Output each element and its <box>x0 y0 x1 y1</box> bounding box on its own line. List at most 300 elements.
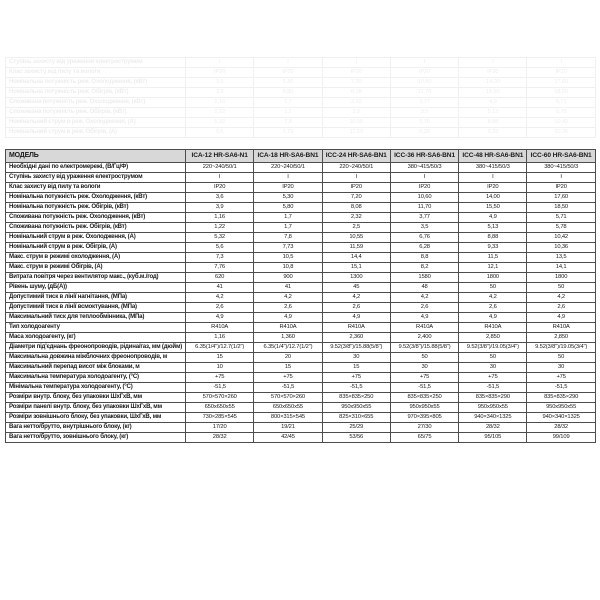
spec-value: 2,6 <box>390 303 458 313</box>
spec-value: 6,76 <box>390 118 458 128</box>
spec-value: I <box>459 173 527 183</box>
table-row <box>6 253 596 263</box>
spec-value: 30 <box>459 363 527 373</box>
spec-label: Номінальний струм в реж. Обігрів, (А) <box>6 128 186 138</box>
table-row <box>6 173 596 183</box>
spec-value: IP20 <box>186 183 254 193</box>
spec-value: 950x950x55 <box>322 403 390 413</box>
spec-value: 2,32 <box>322 213 390 223</box>
spec-value: I <box>390 173 458 183</box>
header-row <box>6 150 596 163</box>
table-row <box>6 233 596 243</box>
spec-value: 835×835×290 <box>527 393 595 403</box>
spec-value: 9.52(3/8")/15.88(5/8") <box>322 343 390 353</box>
spec-value: 13,5 <box>527 253 595 263</box>
table-row <box>6 363 596 373</box>
spec-value: 3,9 <box>186 203 254 213</box>
spec-value: 19/21 <box>254 423 322 433</box>
spec-value: 50 <box>527 283 595 293</box>
spec-value: 7,76 <box>186 263 254 273</box>
spec-value: 30 <box>390 363 458 373</box>
spec-value: I <box>186 173 254 183</box>
table-row <box>6 68 596 78</box>
header-model: ICC-36 HR-SA6-BN1 <box>390 150 458 163</box>
spec-value: 3,5 <box>390 108 458 118</box>
spec-value: 50 <box>459 353 527 363</box>
spec-value: 1800 <box>459 273 527 283</box>
spec-value: 2,6 <box>459 303 527 313</box>
ghost-table-body <box>6 58 596 138</box>
spec-value: 10,55 <box>322 118 390 128</box>
spec-value: 9,33 <box>459 243 527 253</box>
table-row <box>6 273 596 283</box>
table-row <box>6 118 596 128</box>
spec-value: 1,16 <box>186 213 254 223</box>
spec-value: 7,8 <box>254 233 322 243</box>
spec-value: 10,8 <box>254 263 322 273</box>
spec-value: I <box>527 173 595 183</box>
spec-label: Мінімальна температура холодоагенту, (°С) <box>6 383 186 393</box>
spec-value: 220~240/50/1 <box>322 163 390 173</box>
spec-value: 20 <box>254 353 322 363</box>
spec-value: 9,33 <box>459 128 527 138</box>
spec-value: IP20 <box>186 68 254 78</box>
spec-value: 7,3 <box>186 253 254 263</box>
spec-value: 17,60 <box>527 78 595 88</box>
spec-value: 6,28 <box>390 128 458 138</box>
spec-value: I <box>322 58 390 68</box>
spec-table-body <box>6 163 596 443</box>
spec-value: 50 <box>459 283 527 293</box>
spec-value: 15 <box>186 353 254 363</box>
table-row <box>6 373 596 383</box>
spec-value: 1800 <box>527 273 595 283</box>
spec-value: 4,9 <box>322 313 390 323</box>
spec-value: 4,2 <box>459 293 527 303</box>
spec-table <box>5 149 596 443</box>
spec-value: I <box>254 173 322 183</box>
spec-value: 12,1 <box>459 263 527 273</box>
spec-value: +75 <box>186 373 254 383</box>
spec-value: 11,59 <box>322 243 390 253</box>
spec-value: I <box>527 58 595 68</box>
spec-value: +75 <box>527 373 595 383</box>
spec-label: Макс. струм в режимі охолодження, (А) <box>6 253 186 263</box>
table-row <box>6 223 596 233</box>
spec-value: 4,9 <box>459 98 527 108</box>
spec-value: IP20 <box>527 183 595 193</box>
spec-value: 570×570×260 <box>254 393 322 403</box>
table-row <box>6 193 596 203</box>
table-row <box>6 263 596 273</box>
header-model: ICA-18 HR-SA6-BN1 <box>254 150 322 163</box>
spec-value: 10,60 <box>390 78 458 88</box>
spec-value: 45 <box>322 283 390 293</box>
table-row <box>6 403 596 413</box>
spec-value: 5,32 <box>186 233 254 243</box>
spec-value: +75 <box>459 373 527 383</box>
spec-value: 4,9 <box>527 313 595 323</box>
spec-value: 1,7 <box>254 213 322 223</box>
spec-label: Максимальна температура холодоагенту, (°С) <box>6 373 186 383</box>
spec-label: Номінальний струм в реж. Охолодження, (А) <box>6 118 186 128</box>
spec-label: Тип холодоагенту <box>6 323 186 333</box>
spec-value: 4,9 <box>186 313 254 323</box>
spec-value: 10 <box>186 363 254 373</box>
table-row <box>6 108 596 118</box>
spec-value: IP20 <box>390 183 458 193</box>
spec-label: Споживана потужність реж. Охолодження, (кВт) <box>6 98 186 108</box>
spec-value: R410A <box>390 323 458 333</box>
spec-value: 48 <box>390 283 458 293</box>
spec-label: Максимальний перепад висот між блоками, м <box>6 363 186 373</box>
spec-value: 17,60 <box>527 193 595 203</box>
table-row <box>6 353 596 363</box>
spec-label: Діаметри під'єднань фреонопроводів, рідина/газ, мм (дюйм) <box>6 343 186 353</box>
spec-value: 8,08 <box>322 88 390 98</box>
table-row <box>6 303 596 313</box>
spec-value: 3,6 <box>186 78 254 88</box>
table-row <box>6 383 596 393</box>
spec-label: Маса холодоагенту, (кг) <box>6 333 186 343</box>
spec-value: 50 <box>527 353 595 363</box>
table-row <box>6 128 596 138</box>
table-row <box>6 78 596 88</box>
spec-value: -51,5 <box>322 383 390 393</box>
spec-value: 5,30 <box>254 193 322 203</box>
spec-value: 4,2 <box>322 293 390 303</box>
spec-value: I <box>254 58 322 68</box>
spec-value: 99/109 <box>527 433 595 443</box>
spec-value: 5,32 <box>186 118 254 128</box>
table-row <box>6 283 596 293</box>
spec-value: +75 <box>322 373 390 383</box>
spec-value: 6,76 <box>390 233 458 243</box>
ghost-spec-table <box>5 57 596 138</box>
table-row <box>6 323 596 333</box>
spec-value: 3,9 <box>186 88 254 98</box>
header-model: ICC-60 HR-SA6-BN1 <box>527 150 595 163</box>
spec-value: 15,1 <box>322 263 390 273</box>
spec-value: +75 <box>390 373 458 383</box>
table-row <box>6 313 596 323</box>
spec-value: 2,5 <box>322 108 390 118</box>
spec-value: I <box>322 173 390 183</box>
spec-value: 11,70 <box>390 88 458 98</box>
table-row <box>6 393 596 403</box>
spec-value: 14,00 <box>459 78 527 88</box>
spec-value: 2,360 <box>322 333 390 343</box>
spec-value: 1,22 <box>186 108 254 118</box>
spec-value: 3,77 <box>390 213 458 223</box>
spec-value: 15 <box>254 363 322 373</box>
spec-label: Рівень шуму, (дБ(А)) <box>6 283 186 293</box>
spec-value: 1,7 <box>254 223 322 233</box>
spec-value: 5,80 <box>254 203 322 213</box>
spec-value: 5,80 <box>254 88 322 98</box>
spec-value: 5,71 <box>527 98 595 108</box>
spec-label: Ступінь захисту від ураження електрострумом <box>6 58 186 68</box>
spec-value: I <box>459 58 527 68</box>
table-row <box>6 343 596 353</box>
spec-value: IP20 <box>254 68 322 78</box>
spec-value: 7,20 <box>322 78 390 88</box>
spec-value: 3,6 <box>186 193 254 203</box>
table-row <box>6 213 596 223</box>
spec-value: 2,5 <box>322 223 390 233</box>
spec-value: 2,850 <box>459 333 527 343</box>
spec-value: 65/75 <box>390 433 458 443</box>
spec-value: 940×340×1325 <box>527 413 595 423</box>
spec-value: 17/20 <box>186 423 254 433</box>
spec-value: IP20 <box>322 68 390 78</box>
spec-label: Споживана потужність реж. Охолодження, (кВт) <box>6 213 186 223</box>
spec-value: R410A <box>254 323 322 333</box>
spec-value: 4,9 <box>390 313 458 323</box>
spec-label: Номінальна потужність реж. Обігрів, (кВт) <box>6 88 186 98</box>
spec-value: 380~415/50/3 <box>527 163 595 173</box>
spec-value: 570×570×260 <box>186 393 254 403</box>
table-row <box>6 203 596 213</box>
table-row <box>6 58 596 68</box>
spec-value: 8,2 <box>390 263 458 273</box>
spec-value: 5,78 <box>527 108 595 118</box>
spec-value: 900 <box>254 273 322 283</box>
spec-value: 8,88 <box>459 118 527 128</box>
spec-value: -51,5 <box>527 383 595 393</box>
spec-value: 5,6 <box>186 128 254 138</box>
spec-label: Номінальна потужність реж. Охолодження, (кВт) <box>6 78 186 88</box>
spec-value: 4,9 <box>459 213 527 223</box>
spec-value: 27/30 <box>390 423 458 433</box>
spec-value: R410A <box>186 323 254 333</box>
spec-value: 2,6 <box>186 303 254 313</box>
spec-label: Витрата повітря через вентилятор макс., (куб.м./год) <box>6 273 186 283</box>
spec-value: IP20 <box>254 183 322 193</box>
table-row <box>6 413 596 423</box>
spec-label: Максимальна довжина міжблочних фреонопроводів, м <box>6 353 186 363</box>
spec-value: 18,50 <box>527 88 595 98</box>
spec-value: 825×310×655 <box>322 413 390 423</box>
spec-value: R410A <box>459 323 527 333</box>
spec-value: 10,36 <box>527 128 595 138</box>
header-model: ICC-48 HR-SA6-BN1 <box>459 150 527 163</box>
spec-value: 835×835×250 <box>390 393 458 403</box>
spec-label: Номінальний струм в реж. Охолодження, (А) <box>6 233 186 243</box>
spec-value: 8,08 <box>322 203 390 213</box>
spec-value: 14,4 <box>322 253 390 263</box>
spec-value: 11,59 <box>322 128 390 138</box>
spec-label: Номінальний струм в реж. Обігрів, (А) <box>6 243 186 253</box>
spec-value: 5,6 <box>186 243 254 253</box>
spec-value: 800×315×545 <box>254 413 322 423</box>
table-row <box>6 243 596 253</box>
spec-label: Клас захисту від пилу та вологи <box>6 68 186 78</box>
header-model: ICC-24 HR-SA6-BN1 <box>322 150 390 163</box>
spec-value: 950x950x55 <box>527 403 595 413</box>
table-row <box>6 433 596 443</box>
spec-value: 1300 <box>322 273 390 283</box>
spec-label: Максимальний тиск для теплообмінника, (МПа) <box>6 313 186 323</box>
spec-label: Розміри внутр. блоку, без упаковки ШхГхВ, мм <box>6 393 186 403</box>
spec-value: 30 <box>322 353 390 363</box>
spec-value: 9.52(3/8")/15.88(5/8") <box>390 343 458 353</box>
spec-value: 650x650x55 <box>186 403 254 413</box>
spec-value: I <box>390 58 458 68</box>
spec-value: 41 <box>186 283 254 293</box>
table-row <box>6 88 596 98</box>
spec-value: +75 <box>254 373 322 383</box>
spec-value: 15,50 <box>459 88 527 98</box>
table-row <box>6 293 596 303</box>
spec-value: 620 <box>186 273 254 283</box>
ghost-table <box>5 57 596 138</box>
spec-label: Допустимий тиск в лінії всмоктування, (МПа) <box>6 303 186 313</box>
spec-value: 835×835×290 <box>459 393 527 403</box>
spec-label: Необхідні дані по електромережі, (В/Гц/Ф) <box>6 163 186 173</box>
spec-value: 4,2 <box>527 293 595 303</box>
spec-label: Розміри зовнішнього блоку, без упаковки, ШхГхВ, мм <box>6 413 186 423</box>
spec-label: Споживана потужність реж. Обігрів, (кВт) <box>6 108 186 118</box>
spec-value: 50 <box>390 353 458 363</box>
spec-value: 9.52(3/8")/19.05(3/4") <box>459 343 527 353</box>
spec-value: 1580 <box>390 273 458 283</box>
spec-value: 7,73 <box>254 243 322 253</box>
spec-value: 380~415/50/3 <box>459 163 527 173</box>
spec-value: -51,5 <box>390 383 458 393</box>
header-model-label: МОДЕЛЬ <box>6 150 186 163</box>
spec-label: Номінальна потужність реж. Обігрів, (кВт) <box>6 203 186 213</box>
spec-value: 6.35(1/4")/12.7(1/2") <box>254 343 322 353</box>
spec-label: Макс. струм в режимі Обігрів, (А) <box>6 263 186 273</box>
spec-value: IP20 <box>322 183 390 193</box>
spec-value: -51,5 <box>186 383 254 393</box>
spec-label: Вага нетто/брутто, внутрішнього блоку, (кг) <box>6 423 186 433</box>
spec-value: 28/32 <box>527 423 595 433</box>
spec-value: 10,36 <box>527 243 595 253</box>
spec-value: 4,2 <box>254 293 322 303</box>
spec-value: 10,5 <box>254 253 322 263</box>
spec-value: 10,42 <box>527 233 595 243</box>
spec-value: 7,73 <box>254 128 322 138</box>
spec-value: 8,88 <box>459 233 527 243</box>
spec-value: 2,6 <box>254 303 322 313</box>
spec-value: 730×285×545 <box>186 413 254 423</box>
spec-label: Допустимий тиск в лінії нагнітання, (МПа) <box>6 293 186 303</box>
spec-value: 5,30 <box>254 78 322 88</box>
spec-value: 15 <box>322 363 390 373</box>
spec-table-wrap <box>5 149 596 443</box>
spec-value: 1,22 <box>186 223 254 233</box>
spec-value: R410A <box>527 323 595 333</box>
table-row <box>6 423 596 433</box>
spec-value: 220~240/50/1 <box>186 163 254 173</box>
spec-value: 4,9 <box>254 313 322 323</box>
spec-value: 835×835×250 <box>322 393 390 403</box>
spec-value: 30 <box>527 363 595 373</box>
spec-value: R410A <box>322 323 390 333</box>
spec-value: 380~415/50/3 <box>390 163 458 173</box>
spec-value: 41 <box>254 283 322 293</box>
table-row <box>6 163 596 173</box>
spec-value: IP20 <box>459 183 527 193</box>
spec-value: 4,2 <box>390 293 458 303</box>
spec-value: 950x950x55 <box>459 403 527 413</box>
spec-value: 10,60 <box>390 193 458 203</box>
spec-value: 1,16 <box>186 333 254 343</box>
spec-label: Номінальна потужність реж. Охолодження, (кВт) <box>6 193 186 203</box>
spec-value: 2,850 <box>527 333 595 343</box>
spec-value: -51,5 <box>254 383 322 393</box>
spec-value: 53/56 <box>322 433 390 443</box>
spec-value: 9.52(3/8")/19.05(3/4") <box>527 343 595 353</box>
spec-value: 5,13 <box>459 108 527 118</box>
spec-value: 6,28 <box>390 243 458 253</box>
spec-value: 42/45 <box>254 433 322 443</box>
spec-value: 1,360 <box>254 333 322 343</box>
spec-value: 28/32 <box>459 423 527 433</box>
spec-value: 14,00 <box>459 193 527 203</box>
spec-label: Споживана потужність реж. Обігрів, (кВт) <box>6 223 186 233</box>
spec-label: Розміри панелі внутр. блоку, без упаковки ШхГхВ, мм <box>6 403 186 413</box>
spec-value: 4,2 <box>186 293 254 303</box>
spec-value: 6.35(1/4")/12.7(1/2") <box>186 343 254 353</box>
spec-value: 15,50 <box>459 203 527 213</box>
spec-label: Клас захисту від пилу та вологи <box>6 183 186 193</box>
spec-value: 8,8 <box>390 253 458 263</box>
header-model: ICA-12 HR-SA6-N1 <box>186 150 254 163</box>
spec-label: Вага нетто/брутто, зовнішнього блоку, (кг) <box>6 433 186 443</box>
spec-label: Ступінь захисту від ураження електрострумом <box>6 173 186 183</box>
spec-value: 2,400 <box>390 333 458 343</box>
spec-value: 4,9 <box>459 313 527 323</box>
spec-value: 220~240/50/1 <box>254 163 322 173</box>
spec-value: 2,6 <box>322 303 390 313</box>
table-row <box>6 333 596 343</box>
spec-value: 14,1 <box>527 263 595 273</box>
spec-value: 3,5 <box>390 223 458 233</box>
spec-value: 5,78 <box>527 223 595 233</box>
spec-value: 650x650x55 <box>254 403 322 413</box>
spec-value: 10,42 <box>527 118 595 128</box>
spec-value: 1,7 <box>254 108 322 118</box>
spec-value: -51,5 <box>459 383 527 393</box>
spec-value: 940×340×1325 <box>459 413 527 423</box>
table-row <box>6 183 596 193</box>
spec-value: IP20 <box>527 68 595 78</box>
spec-value: 970×395×805 <box>390 413 458 423</box>
spec-value: 10,55 <box>322 233 390 243</box>
spec-value: 18,50 <box>527 203 595 213</box>
table-row <box>6 98 596 108</box>
spec-value: IP20 <box>390 68 458 78</box>
spec-value: 5,71 <box>527 213 595 223</box>
spec-value: 3,77 <box>390 98 458 108</box>
spec-value: 25/29 <box>322 423 390 433</box>
spec-value: 2,6 <box>527 303 595 313</box>
spec-value: 7,8 <box>254 118 322 128</box>
spec-value: 2,32 <box>322 98 390 108</box>
spec-value: 1,7 <box>254 98 322 108</box>
spec-value: IP20 <box>459 68 527 78</box>
spec-value: I <box>186 58 254 68</box>
spec-value: 7,20 <box>322 193 390 203</box>
spec-value: 1,16 <box>186 98 254 108</box>
spec-value: 5,13 <box>459 223 527 233</box>
spec-value: 950x950x55 <box>390 403 458 413</box>
spec-value: 95/105 <box>459 433 527 443</box>
spec-value: 11,5 <box>459 253 527 263</box>
